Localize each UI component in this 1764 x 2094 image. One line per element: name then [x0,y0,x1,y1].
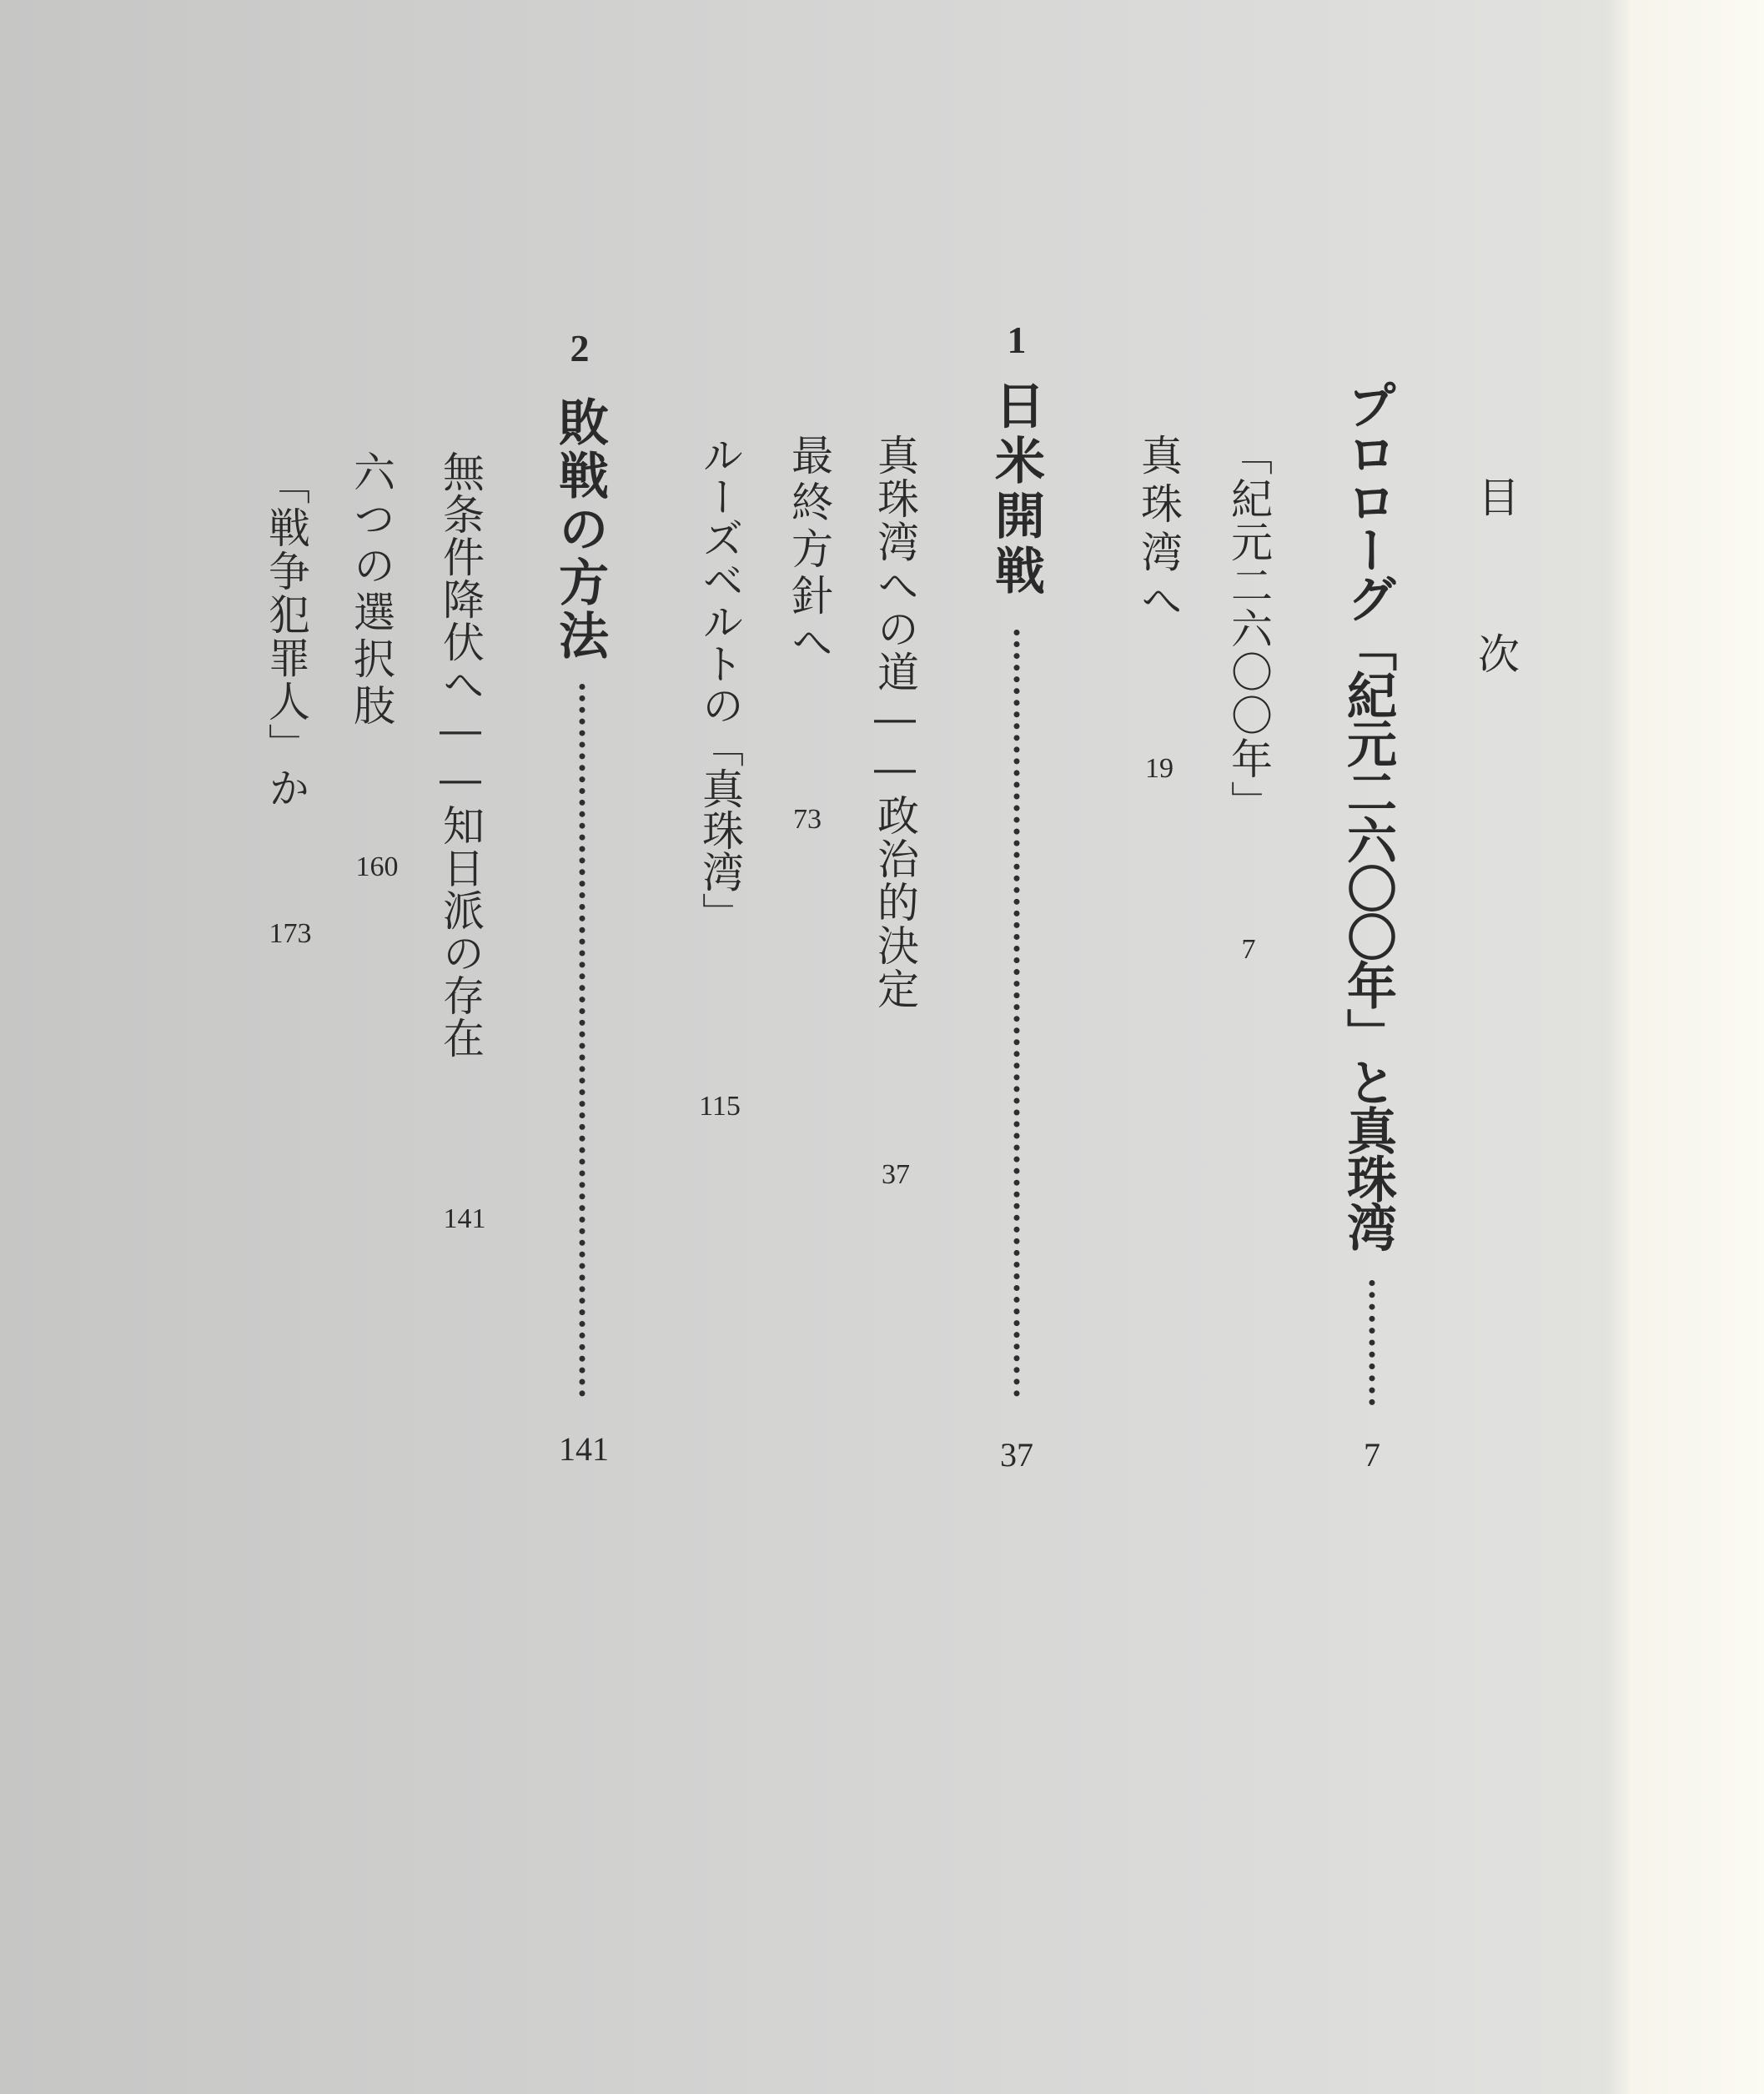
prologue-page-number: 7 [1364,1436,1380,1474]
prologue-title: プロローグ「紀元二六〇〇年」と真珠湾 [1339,379,1397,1250]
adjacent-page [1629,0,1764,2094]
chapter2-item-title: 「戦争犯罪人」か [262,463,310,810]
chapter2-item-page: 173 [269,918,312,949]
chapter2-item-page: 141 [443,1203,486,1234]
prologue-item-page: 19 [1145,753,1173,784]
prologue-item-page: 7 [1241,934,1256,965]
chapter1-item-page: 73 [793,804,822,835]
prologue-item-title: 真珠湾へ [1134,434,1183,627]
page-edge [1606,0,1629,2094]
chapter1-page-number: 37 [1000,1436,1033,1474]
chapter2-page-number: 141 [559,1430,609,1468]
chapter1-item-page: 37 [882,1159,910,1190]
chapter2-item-page: 160 [355,851,399,882]
prologue-item-title: 「紀元二六〇〇年」 [1224,434,1273,824]
toc-heading: 目 次 [1471,475,1520,707]
chapter1-number: 1 [1007,319,1027,361]
chapter2-number: 2 [570,327,590,369]
chapter1-title: 日米開戦 [987,379,1045,600]
chapter2-item-title: 六つの選択肢 [347,450,395,731]
chapter1-item-title: ルーズベルトの「真珠湾」 [696,434,744,934]
chapter1-item-title: 最終方針へ [785,434,833,667]
chapter1-item-page: 115 [699,1091,741,1122]
chapter2-leader-dots [580,684,585,1397]
chapter2-item-title: 無条件降伏へ――知日派の存在 [436,450,485,1059]
chapter1-item-title: 真珠湾への道――政治的決定 [871,434,919,1011]
chapter2-title: 敗戦の方法 [550,396,609,663]
chapter1-leader-dots [1014,630,1020,1397]
prologue-leader-dots [1369,1280,1375,1405]
